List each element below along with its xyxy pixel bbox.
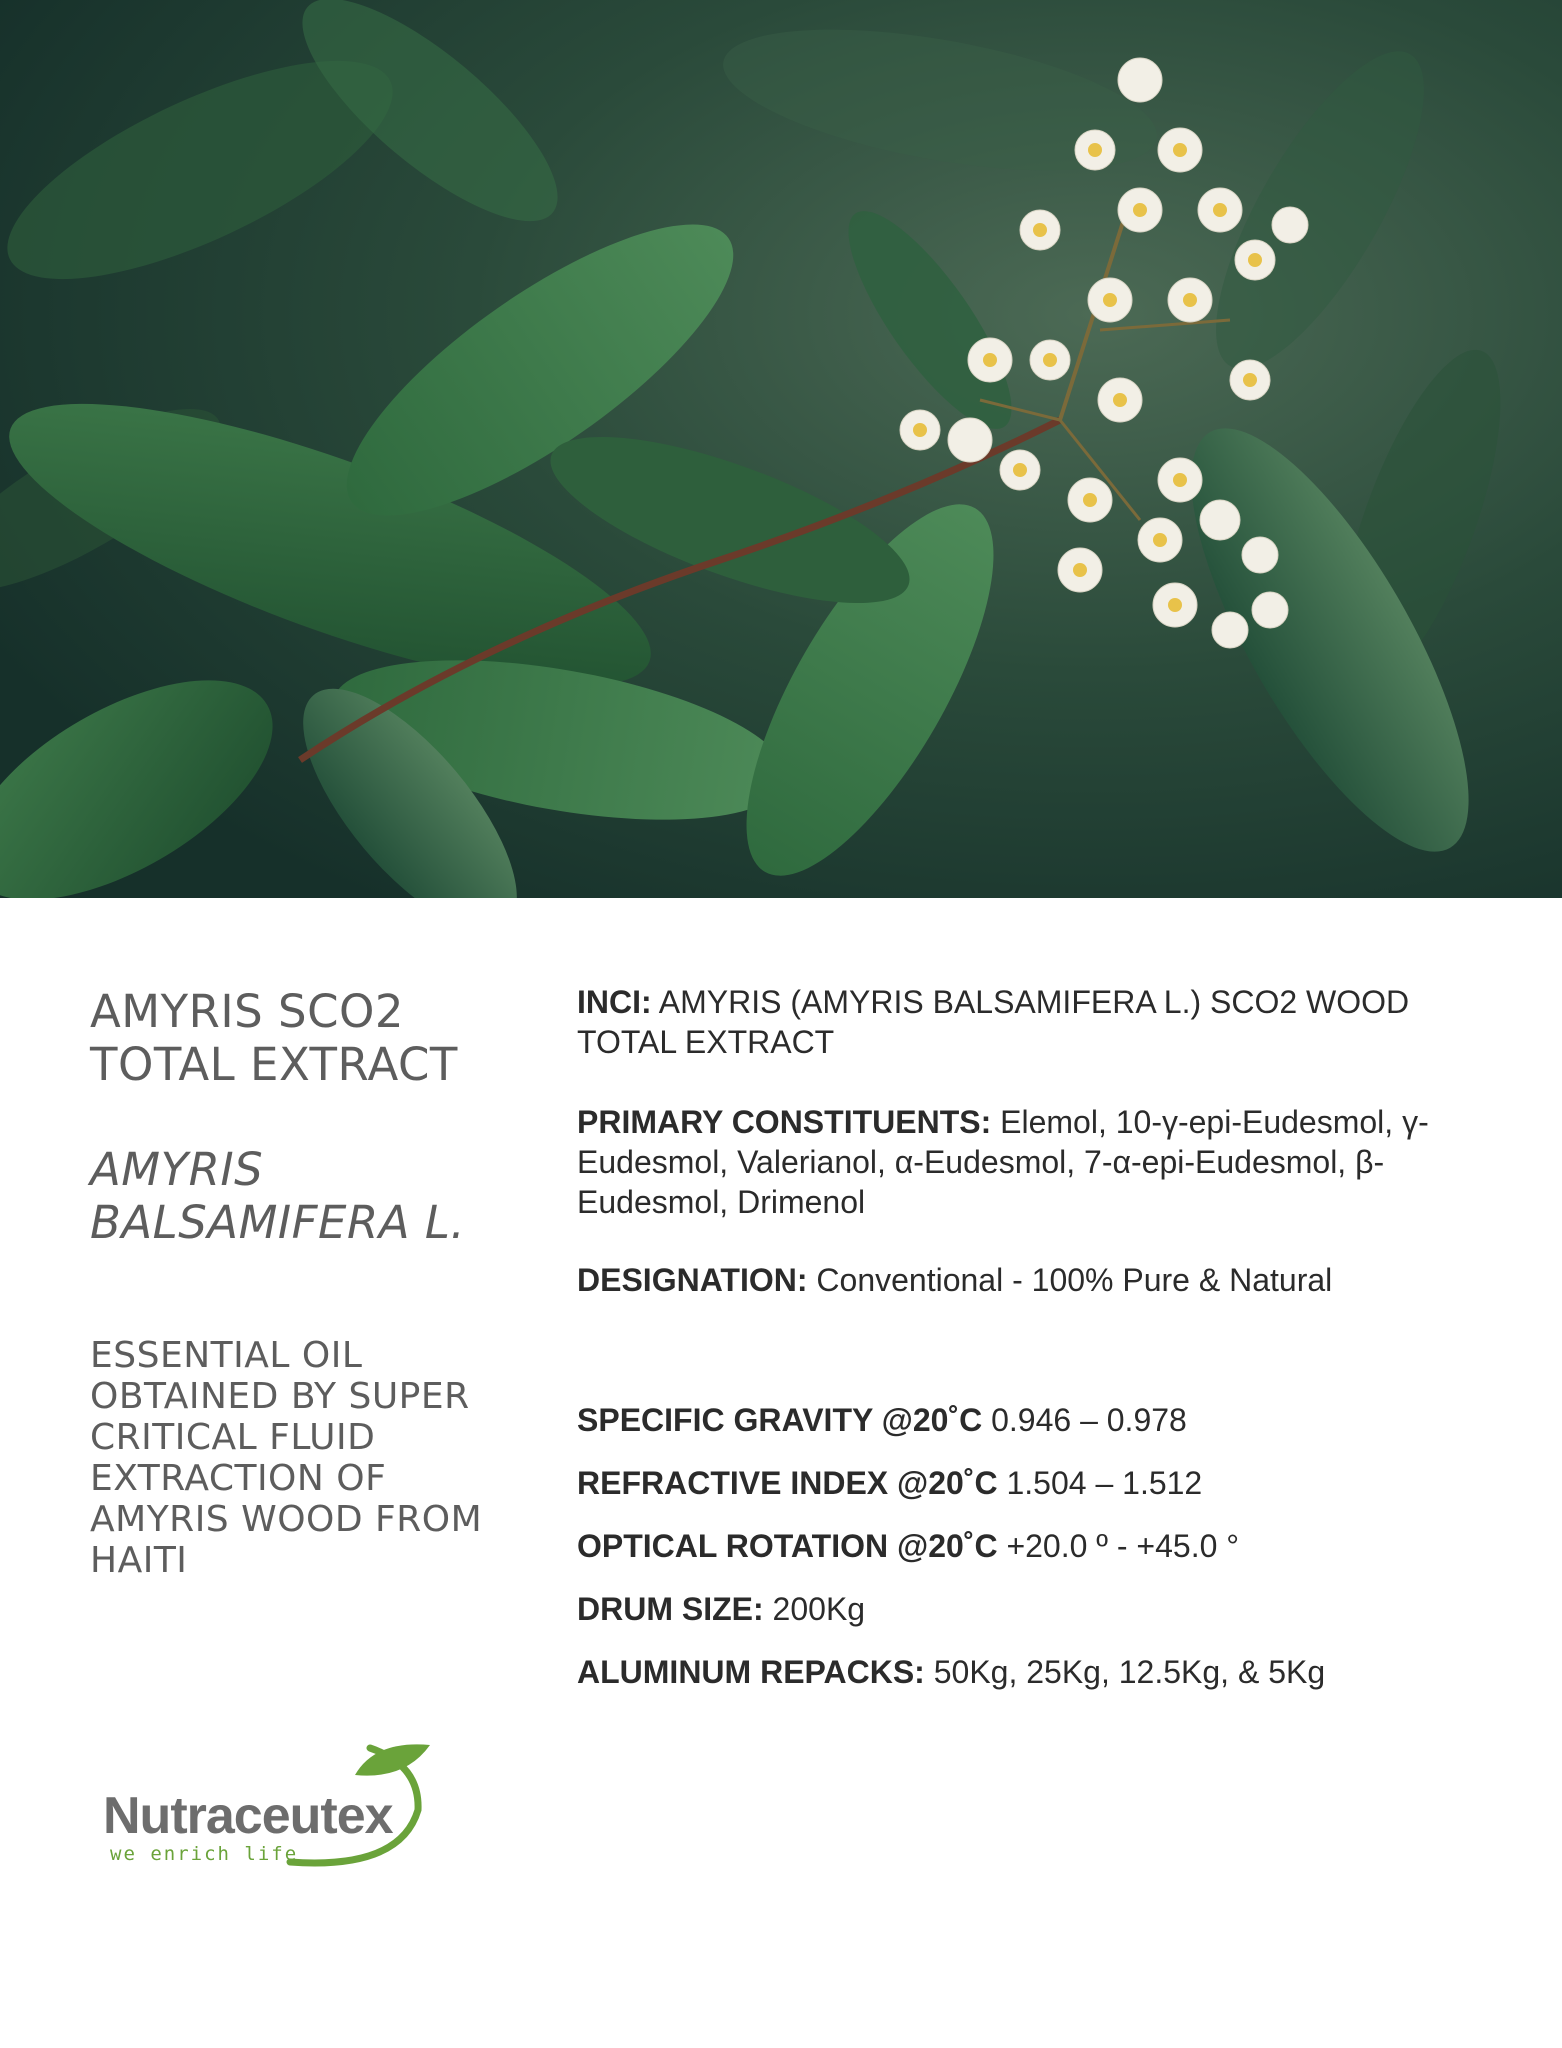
logo-wordmark: Nutraceutex [103, 1787, 393, 1845]
logo-tagline: we enrich life [110, 1843, 299, 1865]
spec-constituents-label: PRIMARY CONSTITUENTS: [577, 1104, 992, 1140]
spec-drum-size [577, 1589, 865, 1629]
product-description: ESSENTIAL OIL OBTAINED BY SUPER CRITICAL FLUID EXTRACTION OF AMYRIS WOOD FROM HAITI [90, 1335, 483, 1581]
spec-inci-label: INCI: [577, 984, 652, 1020]
nutraceutex-logo [100, 1740, 440, 1880]
product-title-line-1: AMYRIS SCO2 [90, 985, 405, 1038]
spec-inci [577, 982, 1487, 1062]
spec-optical-label: OPTICAL ROTATION @20˚C [577, 1528, 998, 1564]
spec-aluminum-repacks [577, 1652, 1325, 1692]
spec-designation [577, 1260, 1487, 1300]
spec-refractive-index [577, 1463, 1202, 1503]
spec-drum-label: DRUM SIZE: [577, 1591, 764, 1627]
spec-refractive-value: 1.504 – 1.512 [1006, 1465, 1203, 1501]
spec-repacks-value: 50Kg, 25Kg, 12.5Kg, & 5Kg [933, 1654, 1326, 1690]
spec-refractive-label: REFRACTIVE INDEX @20˚C [577, 1465, 998, 1501]
spec-repacks-label: ALUMINUM REPACKS: [577, 1654, 925, 1690]
spec-gravity-label: SPECIFIC GRAVITY @20˚C [577, 1402, 983, 1438]
product-title-line-2: TOTAL EXTRACT [90, 1038, 458, 1091]
spec-gravity-value: 0.946 – 0.978 [991, 1402, 1187, 1438]
product-summary [90, 985, 520, 1581]
spec-designation-value: Conventional - 100% Pure & Natural [816, 1262, 1333, 1298]
plant-illustration-icon [0, 0, 1562, 898]
spec-drum-value: 200Kg [772, 1591, 866, 1627]
hero-photo-amyris-plant [0, 0, 1562, 898]
product-title [90, 985, 520, 1091]
spec-specific-gravity [577, 1400, 1187, 1440]
spec-constituents-value: Elemol, 10-γ-epi-Eudesmol, γ-Eudesmol, Valerianol, α-Eudesmol, 7-α-epi-Eudesmol, β-Eudesmol, Drimenol [577, 1104, 1429, 1220]
spec-designation-label: DESIGNATION: [577, 1262, 808, 1298]
spec-inci-value: AMYRIS (AMYRIS BALSAMIFERA L.) SCO2 WOOD TOTAL EXTRACT [577, 984, 1410, 1060]
botanical-name-line-2: BALSAMIFERA L. [90, 1196, 466, 1249]
spec-optical-rotation [577, 1526, 1239, 1566]
botanical-name-line-1: AMYRIS [90, 1143, 264, 1196]
spec-optical-value: +20.0 º - +45.0 ° [1006, 1528, 1240, 1564]
botanical-name [90, 1143, 520, 1249]
spec-primary-constituents [577, 1102, 1487, 1222]
